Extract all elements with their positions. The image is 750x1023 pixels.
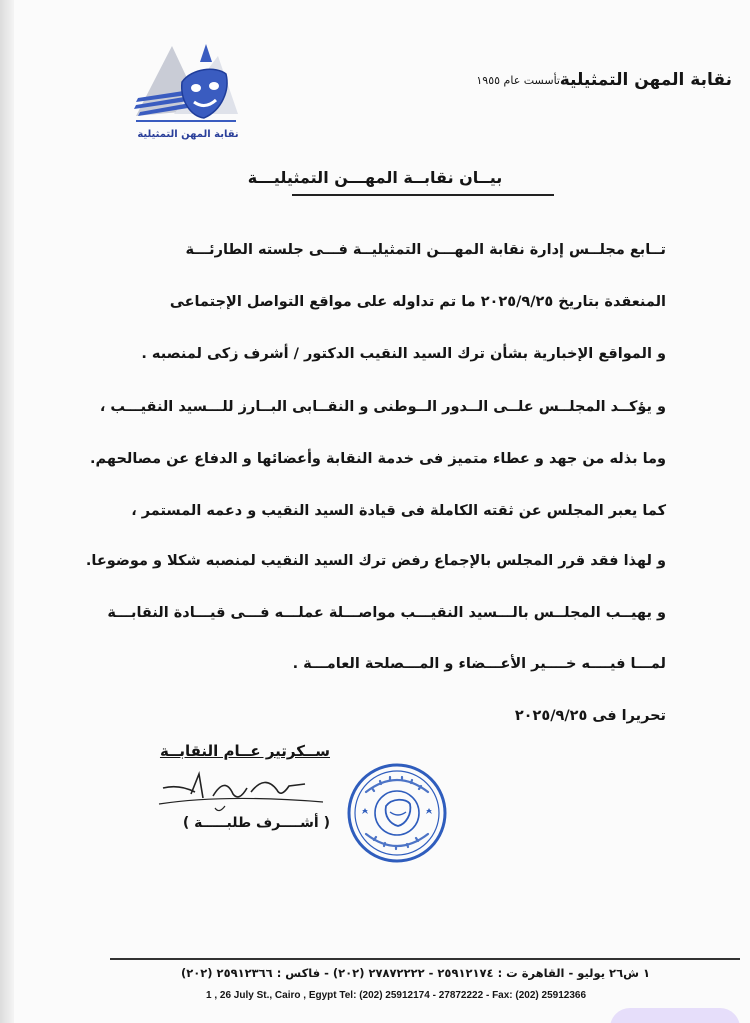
footer-rule (110, 958, 740, 960)
header-org-name: نقابة المهن التمثيلية (559, 70, 732, 90)
signatory-name: ( أشــــرف طلبـــــة ) (182, 815, 330, 831)
body-line: تــابع مجلــس إدارة نقابة المهـــن التمثيليــة فـــى جلسته الطارئـــة (185, 242, 666, 258)
handwritten-signature (155, 768, 330, 816)
scan-edge-shadow (0, 0, 14, 1023)
body-line: و يؤكــد المجلــس علــى الــدور الــوطنى و النقــابى البــارز للـــسيد النقيـــب ، (99, 399, 666, 415)
body-line: و المواقع الإخبارية بشأن ترك السيد النقيب الدكتور / أشرف زكى لمنصبه . (141, 346, 666, 362)
signatory-title: ســكرتير عــام النقابــة (159, 742, 330, 760)
official-seal (346, 762, 448, 864)
date-line: تحريرا فى ٢٠٢٥/٩/٢٥ (514, 708, 666, 724)
body-line: لمـــا فيــــه خــــير الأعـــضاء و المـــصلحة العامـــة . (292, 656, 666, 672)
title-underline (292, 194, 554, 196)
syndicate-logo (130, 38, 242, 148)
body-line: وما بذله من جهد و عطاء متميز فى خدمة النقابة وأعضائها و الدفاع عن مصالحهم. (90, 451, 666, 467)
logo-text: نقابة المهن التمثيلية (137, 129, 239, 140)
body-line: كما يعبر المجلس عن ثقته الكاملة فى قيادة السيد النقيب و دعمه المستمر ، (131, 503, 666, 519)
corner-overlay (610, 1008, 740, 1023)
body-line: و لهذا فقد قرر المجلس بالإجماع رفض ترك السيد النقيب لمنصبه شكلا و موضوعا. (85, 553, 666, 569)
footer-address-arabic: ١ ش٢٦ يوليو - القاهرة ت : ٢٥٩١٢١٧٤ - ٢٧٨٧٢٢٢٢ (٢٠٢) - فاكس : ٢٥٩١٢٣٦٦ (٢٠٢) (180, 966, 650, 980)
body-line: المنعقدة بتاريخ ٢٠٢٥/٩/٢٥ ما تم تداوله على مواقع التواصل الإجتماعى (169, 294, 666, 310)
document-title: بيــان نقابــة المهـــن التمثيليـــة (247, 168, 503, 187)
footer-address-english: 1 , 26 July St., Cairo , Egypt Tel: (202) 25912174 - 27872222 - Fax: (202) 25912366 (206, 990, 587, 1001)
body-line: و يهيــب المجلــس بالـــسيد النقيـــب مواصـــلة عملـــه فـــى قيـــادة النقابـــة (107, 605, 666, 621)
header-founded: تأسست عام ١٩٥٥ (476, 74, 560, 87)
